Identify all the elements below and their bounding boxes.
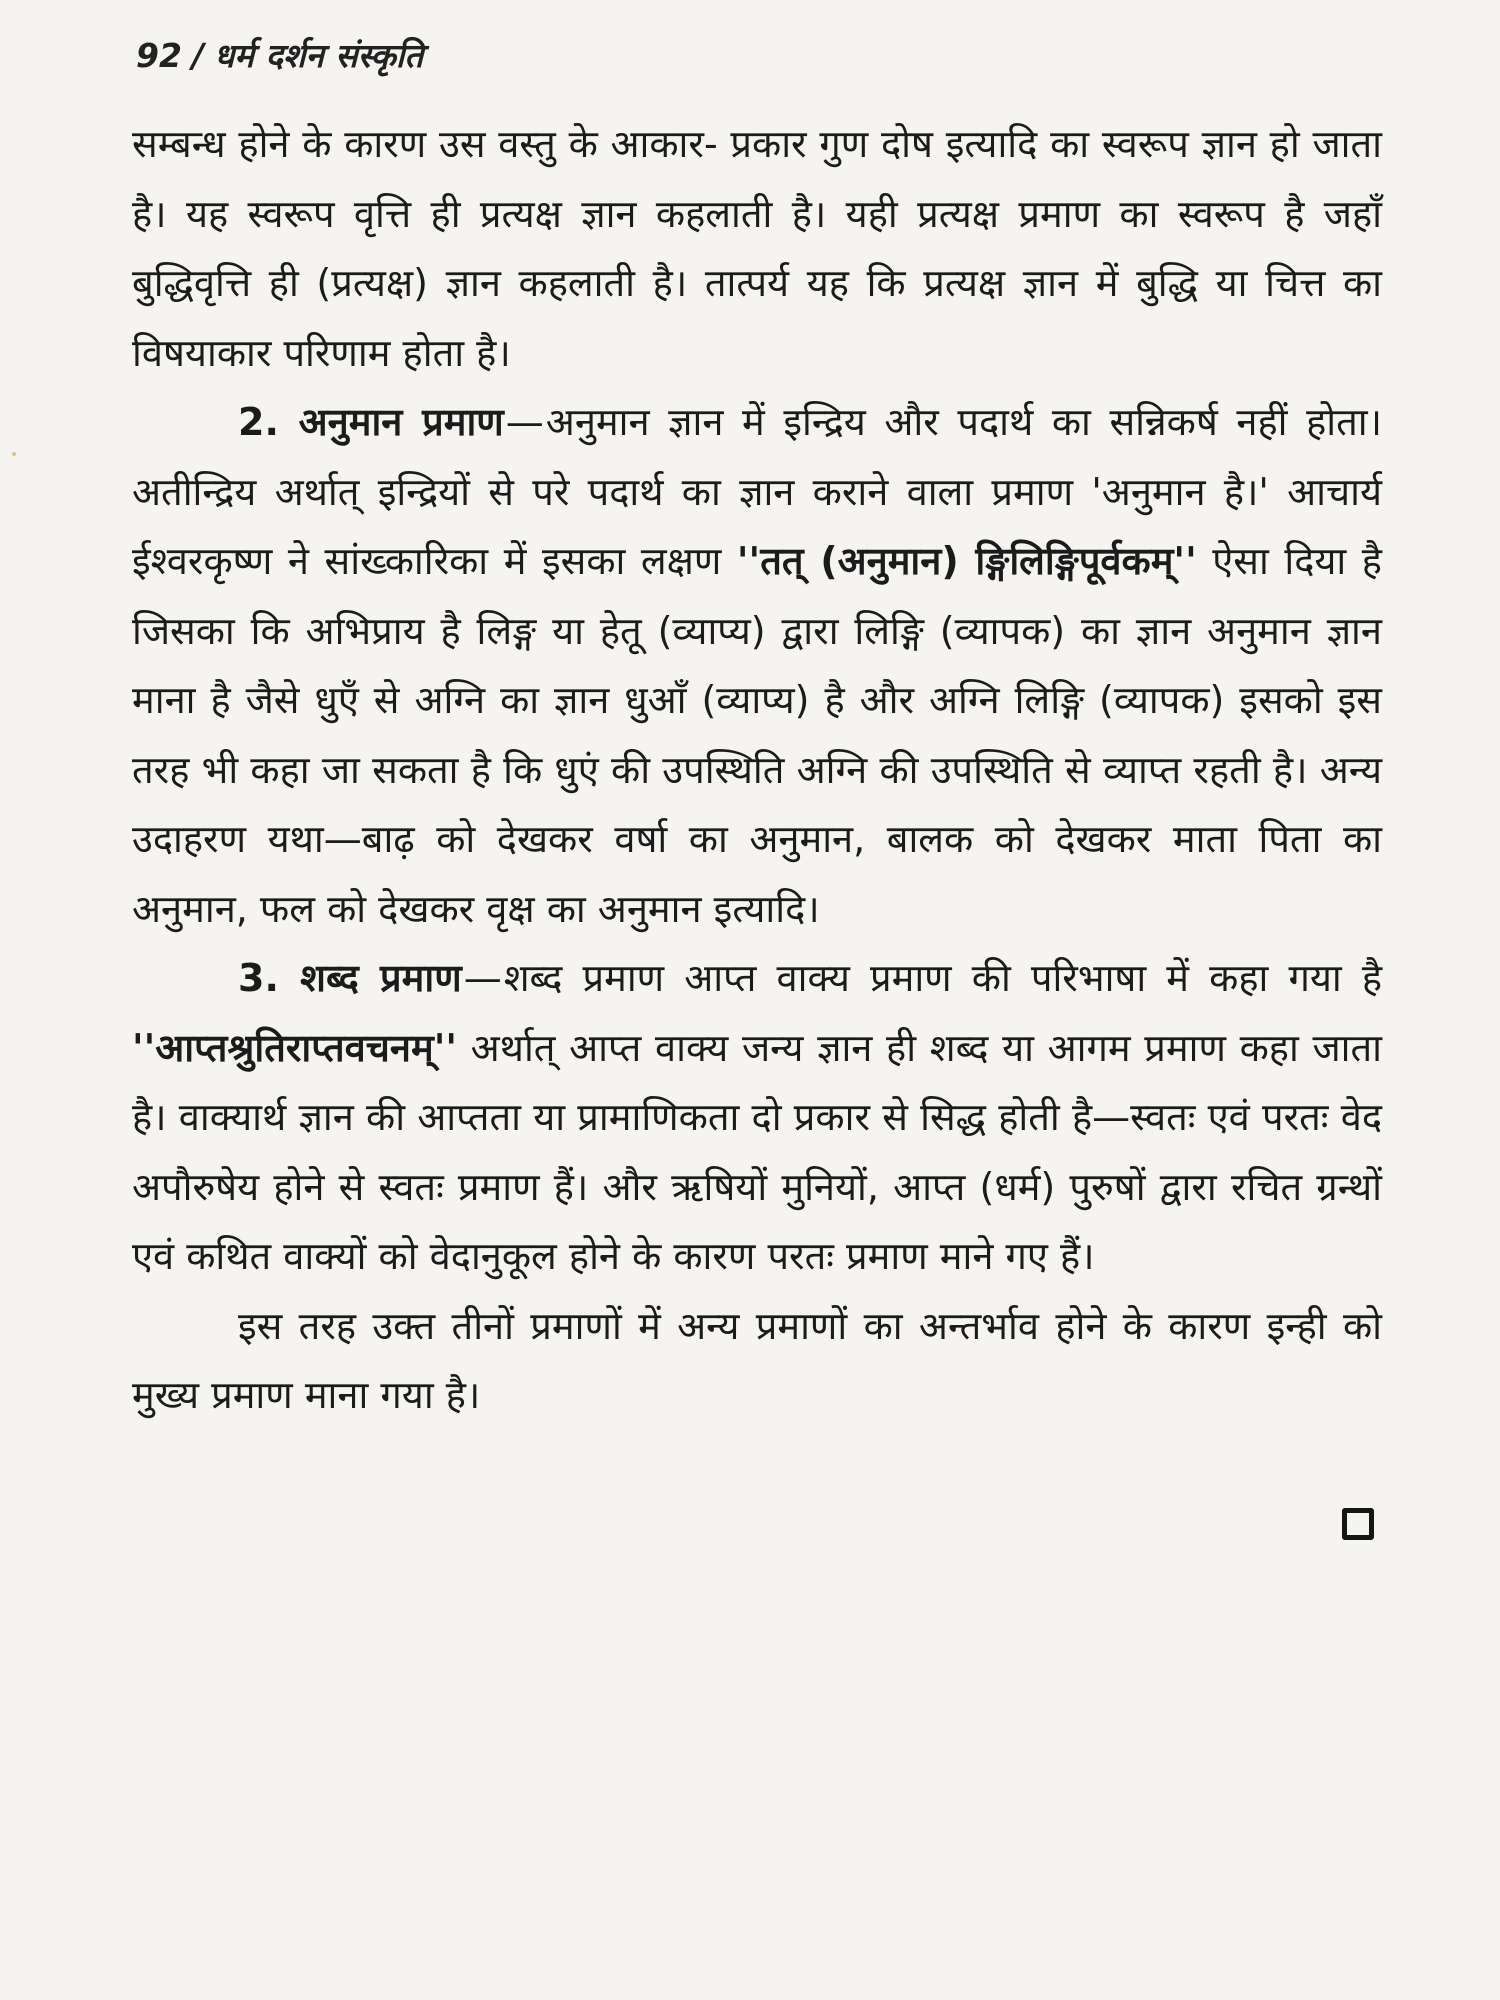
em-dash: — bbox=[463, 956, 502, 1000]
section-heading-anumana: 2. अनुमान प्रमाण bbox=[238, 400, 504, 444]
paragraph-text: सम्बन्ध होने के कारण उस वस्तु के आकार- प्रकार गुण दोष इत्यादि का स्वरूप ज्ञान हो जाता है। यह स्वरूप वृत्ति ही प्रत्यक्ष ज्ञान कहलाती है। यही प्रत्यक्ष प्रमाण का स्वरूप है जहाँ बुद्धिवृत्ति ही (प्रत्यक्ष) ज्ञान कहलाती है। तात्पर्य यह कि प्रत्यक्ष ज्ञान में बुद्धि या चित्त का विषयाकार परिणाम होता है। bbox=[132, 122, 1382, 375]
paragraph-conclusion bbox=[132, 1292, 1382, 1431]
sutra-quote: ''आप्तश्रुतिराप्तवचनम्'' bbox=[132, 1025, 457, 1070]
header-separator: / bbox=[191, 36, 204, 75]
square-end-mark-icon bbox=[1342, 1508, 1374, 1540]
paragraph-text: इस तरह उक्त तीनों प्रमाणों में अन्य प्रमाणों का अन्तर्भाव होने के कारण इन्ही को मुख्य प्रमाण माना गया है। bbox=[132, 1303, 1382, 1417]
paper-speck bbox=[12, 452, 16, 456]
sutra-quote: ''तत् (अनुमान) ङ्गिलिङ्गिपूर्वकम्'' bbox=[736, 539, 1197, 583]
page-number: 92 bbox=[136, 36, 182, 75]
body-text bbox=[132, 110, 1382, 1431]
book-title: धर्म दर्शन संस्कृति bbox=[214, 36, 424, 75]
running-head bbox=[136, 32, 423, 77]
paragraph-text: शब्द प्रमाण आप्त वाक्य प्रमाण की परिभाषा में कहा गया है bbox=[503, 956, 1382, 1000]
em-dash: — bbox=[505, 400, 544, 444]
paragraph-text: अर्थात् आप्त वाक्य जन्य ज्ञान ही शब्द या आगम प्रमाण कहा जाता है। वाक्यार्थ ज्ञान की आप्तता या प्रामाणिकता दो प्रकार से सिद्ध होती है—स्वतः एवं परतः वेद अपौरुषेय होने से स्वतः प्रमाण हैं। और ऋषियों मुनियों, आप्त (धर्म) पुरुषों द्वारा रचित ग्रन्थों एवं कथित वाक्यों को वेदानुकूल होने के कारण परतः प्रमाण माने गए हैं। bbox=[132, 1025, 1382, 1278]
paragraph-anumana-pramana bbox=[132, 388, 1382, 944]
section-heading-shabda: 3. शब्द प्रमाण bbox=[238, 956, 462, 1000]
paragraph-shabda-pramana bbox=[132, 944, 1382, 1292]
paragraph-text: ऐसा दिया है जिसका कि अभिप्राय है लिङ्ग या हेतू (व्याप्य) द्वारा लिङ्गि (व्यापक) का ज्ञान अनुमान ज्ञान माना है जैसे धुएँ से अग्नि का ज्ञान धुआँ (व्याप्य) है और अग्नि लिङ्गि (व्यापक) इसको इस तरह भी कहा जा सकता है कि धुएं की उपस्थिति अग्नि की उपस्थिति से व्याप्त रहती है। अन्य उदाहरण यथा—बाढ़ को देखकर वर्षा का अनुमान, बालक को देखकर माता पिता का अनुमान, फल को देखकर वृक्ष का अनुमान इत्यादि। bbox=[132, 539, 1382, 931]
paragraph-text: अनुमान ज्ञान में इन्द्रिय और पदार्थ का सन्निकर्ष नहीं होता। अतीन्द्रिय अर्थात् इन्द्रियों से परे पदार्थ का ज्ञान कराने वाला प्रमाण 'अनुमान है।' आचार्य ईश्वरकृष्ण ने सांख्कारिका में इसका लक्षण bbox=[132, 400, 1383, 583]
paragraph-pratyaksha-continuation bbox=[132, 110, 1382, 388]
